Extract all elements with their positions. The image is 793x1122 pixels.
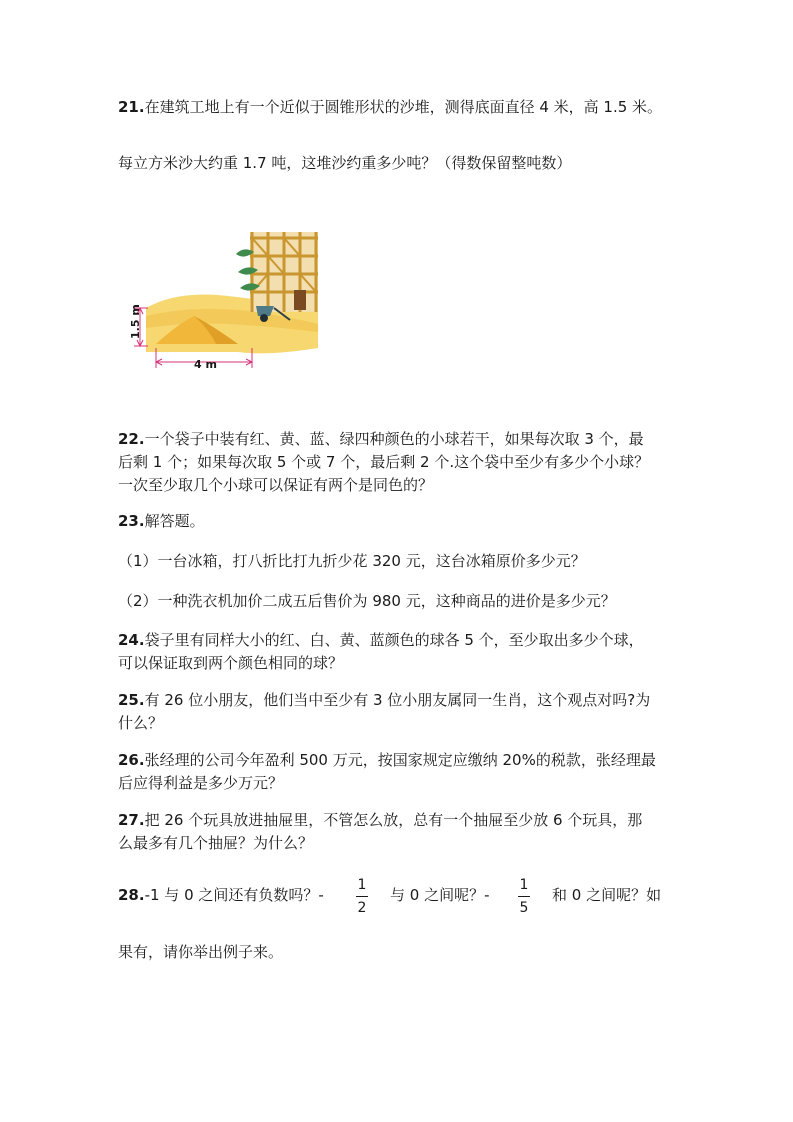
fraction-bar	[356, 896, 368, 897]
q22-number: 22.	[118, 430, 145, 448]
q27-line-2: 么最多有几个抽屉？为什么？	[118, 834, 314, 852]
fraction-one-half	[352, 876, 372, 917]
q28-number: 28.	[118, 886, 145, 904]
q24-number: 24.	[118, 631, 145, 649]
q27-line-1	[118, 809, 642, 831]
q23-number: 23.	[118, 512, 145, 530]
q27-text-1: 把 26 个玩具放进抽屉里，不管怎么放，总有一个抽屉至少放 6 个玩具，那	[144, 811, 643, 829]
q23-title: 解答题。	[144, 512, 205, 530]
q26-text-1: 张经理的公司今年盈利 500 万元，按国家规定应缴纳 20%的税款，张经理最	[144, 751, 656, 769]
q23-sub-2: （2）一种洗衣机加价二成五后售价为 980 元，这种商品的进价是多少元？	[118, 592, 616, 610]
height-label: 1.5 m	[129, 304, 142, 339]
q28-text-2: 与 0 之间呢？-	[390, 886, 490, 904]
q25-number: 25.	[118, 691, 145, 709]
q28-line-1-part1	[118, 884, 324, 906]
q23-title-line	[118, 510, 205, 532]
q28-text-3: 和 0 之间呢？如	[552, 886, 662, 904]
fraction-bar	[518, 896, 530, 897]
q26-line-1	[118, 749, 656, 771]
q21-text-1: 在建筑工地上有一个近似于圆锥形状的沙堆，测得底面直径 4 米，高 1.5 米。	[144, 98, 663, 116]
q24-line-2: 可以保证取到两个颜色相同的球？	[118, 654, 344, 672]
fraction-numerator: 1	[357, 877, 367, 893]
q25-line-2: 什么？	[118, 714, 164, 732]
fraction-numerator: 1	[519, 877, 529, 893]
q21-line-1	[118, 96, 662, 118]
fraction-denominator: 2	[357, 900, 367, 916]
q22-text-1: 一个袋子中装有红、黄、蓝、绿四种颜色的小球若干，如果每次取 3 个，最	[144, 430, 644, 448]
fraction-denominator: 5	[519, 900, 529, 916]
q22-line-3: 一次至少取几个小球可以保证有两个是同色的？	[118, 476, 434, 494]
q25-text-1: 有 26 位小朋友，他们当中至少有 3 位小朋友属同一生肖，这个观点对吗?为	[144, 691, 651, 709]
building-door	[294, 290, 306, 310]
q28-line-2: 果有，请你举出例子来。	[118, 943, 284, 961]
q24-text-1: 袋子里有同样大小的红、白、黄、蓝颜色的球各 5 个，至少取出多少个球，	[144, 631, 644, 649]
q21-number: 21.	[118, 98, 145, 116]
q28-text-1: -1 与 0 之间还有负数吗？-	[144, 886, 324, 904]
q26-number: 26.	[118, 751, 145, 769]
q24-line-1	[118, 629, 644, 651]
q26-line-2: 后应得利益是多少万元？	[118, 774, 284, 792]
q22-line-1	[118, 428, 644, 450]
q22-line-2: 后剩 1 个；如果每次取 5 个或 7 个，最后剩 2 个.这个袋中至少有多少个小球？	[118, 453, 650, 471]
q21-line-2: 每立方米沙大约重 1.7 吨，这堆沙约重多少吨？（得数保留整吨数）	[118, 154, 572, 172]
q23-sub-1: （1）一台冰箱，打八折比打九折少花 320 元，这台冰箱原价多少元？	[118, 552, 586, 570]
sand-pile-figure	[118, 228, 324, 374]
scaffolding	[250, 232, 318, 312]
q27-number: 27.	[118, 811, 145, 829]
width-label: 4 m	[194, 358, 217, 371]
fraction-one-fifth	[514, 876, 534, 917]
q25-line-1	[118, 689, 650, 711]
